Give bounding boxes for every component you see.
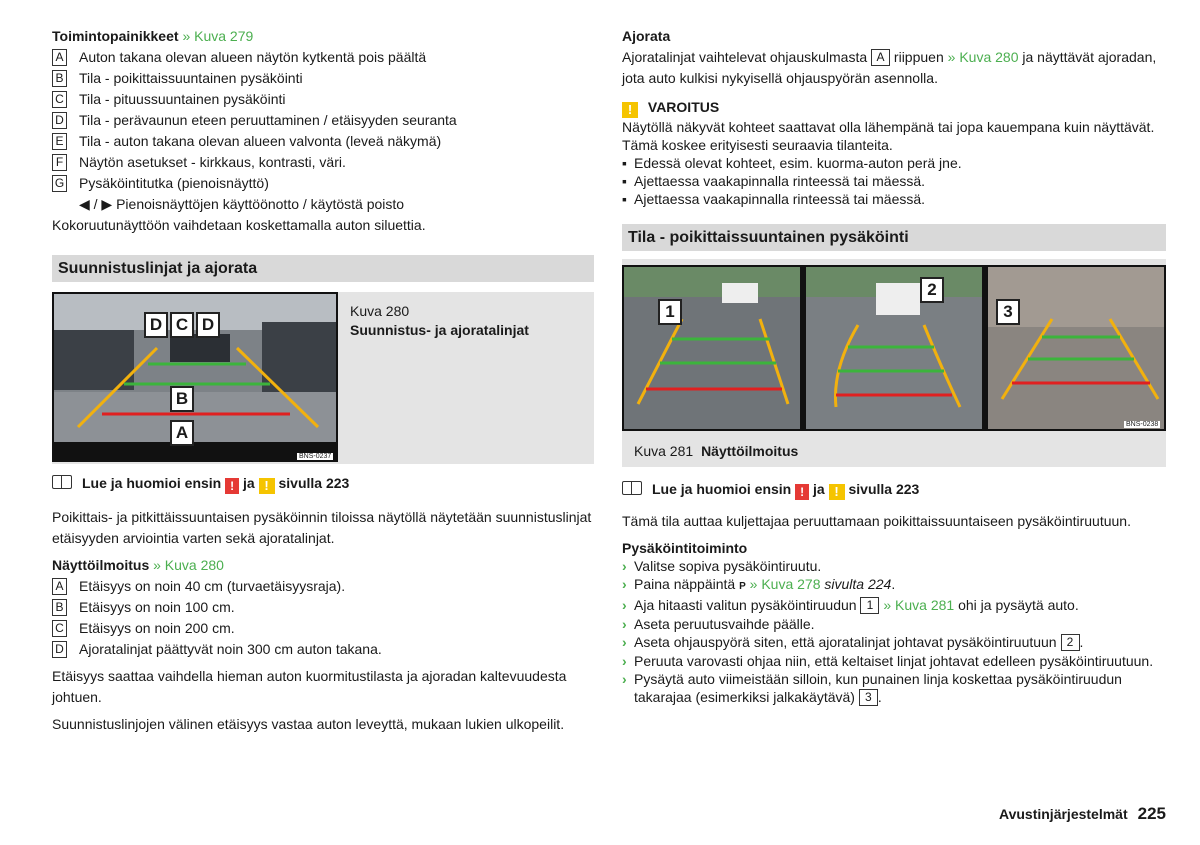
figure-label-1: 1 bbox=[658, 299, 682, 325]
list-item: › Aseta peruutusvaihde päälle. bbox=[622, 616, 815, 632]
list-item: › Pysäytä auto viimeistään silloin, kun punainen linja koskettaa pysäköintiruudun takarajaa (esimerkiksi jalkakäytävä) 3 . bbox=[622, 671, 1122, 705]
function-heading: Pysäköintitoiminto bbox=[622, 540, 748, 556]
list-item: ▪ Edessä olevat kohteet, esim. kuorma-auton perä jne. bbox=[622, 155, 962, 171]
paragraph: Suunnistuslinjojen välinen etäisyys vastaa auton leveyttä, mukaan lukien ulkopeilit. bbox=[52, 716, 565, 732]
list-item: G Pysäköintitutka (pienoisnäyttö) ◀ / ▶ Pienoisnäyttöjen käyttöönotto / käytöstä poisto Kokoruutunäyttöön vaihdetaan koskettamalla auton siluettia. bbox=[52, 175, 426, 233]
list-item: › Valitse sopiva pysäköintiruutu. bbox=[622, 558, 822, 574]
warning-heading: ! VAROITUS bbox=[622, 97, 1166, 118]
figure-label-a: A bbox=[170, 420, 194, 446]
figure-label-d: D bbox=[196, 312, 220, 338]
list-item: D Tila - perävaunun eteen peruuttaminen / etäisyyden seuranta bbox=[52, 110, 594, 131]
page-footer bbox=[999, 804, 1166, 824]
warning-list bbox=[622, 154, 1166, 208]
list-item: E Tila - auton takana olevan alueen valvonta (leveä näkymä) bbox=[52, 131, 594, 152]
warning-yellow-icon: ! bbox=[829, 484, 845, 500]
messages-heading: Näyttöilmoitus » Kuva 280 bbox=[52, 557, 224, 573]
figure-caption: Näyttöilmoitus bbox=[701, 443, 799, 459]
list-item: A Etäisyys on noin 40 cm (turvaetäisyysraja). bbox=[52, 576, 594, 597]
list-item: › Aseta ohjauspyörä siten, että ajoratalinjat johtavat pysäköintiruutuun 2 . bbox=[622, 634, 1084, 650]
list-item: A Auton takana olevan alueen näytön kytkentä pois päältä bbox=[52, 47, 594, 68]
messages-ref-link[interactable]: » Kuva 280 bbox=[153, 557, 224, 573]
figure-label-c: C bbox=[170, 312, 194, 338]
figure-label-3: 3 bbox=[996, 299, 1020, 325]
figure-label-2: 2 bbox=[920, 277, 944, 303]
figure-number: Kuva 281 bbox=[634, 443, 694, 459]
list-item: › Aja hitaasti valitun pysäköintiruudun 1 » Kuva 281 ohi ja pysäytä auto. bbox=[622, 597, 1079, 613]
page-ref-link[interactable]: sivulla 223 bbox=[278, 475, 350, 491]
read-first-note: Lue ja huomioi ensin ! ja ! sivulla 223 bbox=[622, 479, 1166, 500]
book-icon bbox=[622, 481, 642, 495]
paragraph: Tämä tila auttaa kuljettajaa peruuttamaan poikittaissuuntaiseen pysäköintiruutuun. bbox=[622, 513, 1131, 529]
ajorata-heading: Ajorata bbox=[622, 28, 671, 44]
steps-list bbox=[622, 557, 1166, 706]
left-column bbox=[52, 26, 594, 735]
section-title-guidelines: Suunnistuslinjat ja ajorata bbox=[52, 255, 594, 282]
figure-caption: Suunnistus- ja ajoratalinjat bbox=[350, 322, 529, 338]
step-ref-link[interactable]: » Kuva 278 bbox=[749, 576, 821, 592]
list-item: C Tila - pituussuuntainen pysäköinti bbox=[52, 89, 594, 110]
ajorata-ref-link[interactable]: » Kuva 280 bbox=[947, 49, 1019, 65]
figure-code: BNS-0238 bbox=[1126, 421, 1159, 428]
list-item: ▪ Ajettaessa vaakapinnalla rinteessä tai mäessä. bbox=[622, 191, 926, 207]
warning-red-icon: ! bbox=[225, 478, 239, 494]
footer-section: Avustinjärjestelmät bbox=[998, 806, 1128, 822]
figure-label-d: D bbox=[144, 312, 168, 338]
figure-280-image bbox=[52, 292, 338, 462]
paragraph: Etäisyys saattaa vaihdella hieman auton kuormitustilasta ja ajoradan kaltevuudesta johtuen. bbox=[52, 668, 567, 705]
figure-281 bbox=[622, 259, 1166, 467]
figure-number: Kuva 280 bbox=[350, 303, 410, 319]
list-item: B Etäisyys on noin 100 cm. bbox=[52, 597, 594, 618]
ajorata-paragraph: Ajoratalinjat vaihtelevat ohjauskulmasta A riippuen » Kuva 280 ja näyttävät ajoradan, jota auto kulkisi nykyisellä ohjauspyörän asennolla. bbox=[622, 49, 1157, 86]
page-ref-link[interactable]: sivulla 223 bbox=[848, 481, 920, 497]
figure-label-b: B bbox=[170, 386, 194, 412]
warning-red-icon: ! bbox=[795, 484, 809, 500]
list-item: B Tila - poikittaissuuntainen pysäköinti bbox=[52, 68, 594, 89]
parking-button-icon: P bbox=[739, 581, 746, 592]
paragraph: Poikittais- ja pitkittäissuuntaisen pysäköinnin tiloissa näytöllä näytetään suunnistuslinjat etäisyyden arviointia varten sekä ajoratalinjat. bbox=[52, 509, 592, 546]
section-title-perpendicular: Tila - poikittaissuuntainen pysäköinti bbox=[622, 224, 1166, 251]
right-column bbox=[622, 26, 1166, 706]
book-icon bbox=[52, 475, 72, 489]
list-item: F Näytön asetukset - kirkkaus, kontrasti, väri. bbox=[52, 152, 594, 173]
figure-280 bbox=[52, 292, 594, 464]
list-item: D Ajoratalinjat päättyvät noin 300 cm auton takana. bbox=[52, 639, 594, 660]
page-number: 225 bbox=[1137, 804, 1166, 823]
buttons-heading: Toimintopainikkeet » Kuva 279 bbox=[52, 28, 254, 44]
buttons-list bbox=[52, 47, 594, 236]
list-item: › Peruuta varovasti ohjaa niin, että keltaiset linjat johtavat edelleen pysäköintiruutuun. bbox=[622, 653, 1154, 669]
list-item: ▪ Ajettaessa vaakapinnalla rinteessä tai mäessä. bbox=[622, 173, 926, 189]
warning-yellow-icon: ! bbox=[259, 478, 275, 494]
figure-281-image bbox=[622, 259, 1166, 431]
read-first-note: Lue ja huomioi ensin ! ja ! sivulla 223 bbox=[52, 473, 594, 494]
figure-code: BNS-0237 bbox=[299, 453, 332, 460]
warning-text: Näytöllä näkyvät kohteet saattavat olla lähempänä tai jopa kauempana kuin näyttävät. Tämä koskee erityisesti seuraavia tilanteita. bbox=[622, 119, 1155, 153]
step-ref-link[interactable]: » Kuva 281 bbox=[883, 597, 955, 613]
list-item: C Etäisyys on noin 200 cm. bbox=[52, 618, 594, 639]
warning-icon: ! bbox=[622, 102, 638, 118]
messages-list bbox=[52, 576, 594, 660]
list-item: › Paina näppäintä P » Kuva 278 sivulta 224. bbox=[622, 576, 896, 592]
buttons-ref-link[interactable]: » Kuva 279 bbox=[182, 28, 254, 44]
